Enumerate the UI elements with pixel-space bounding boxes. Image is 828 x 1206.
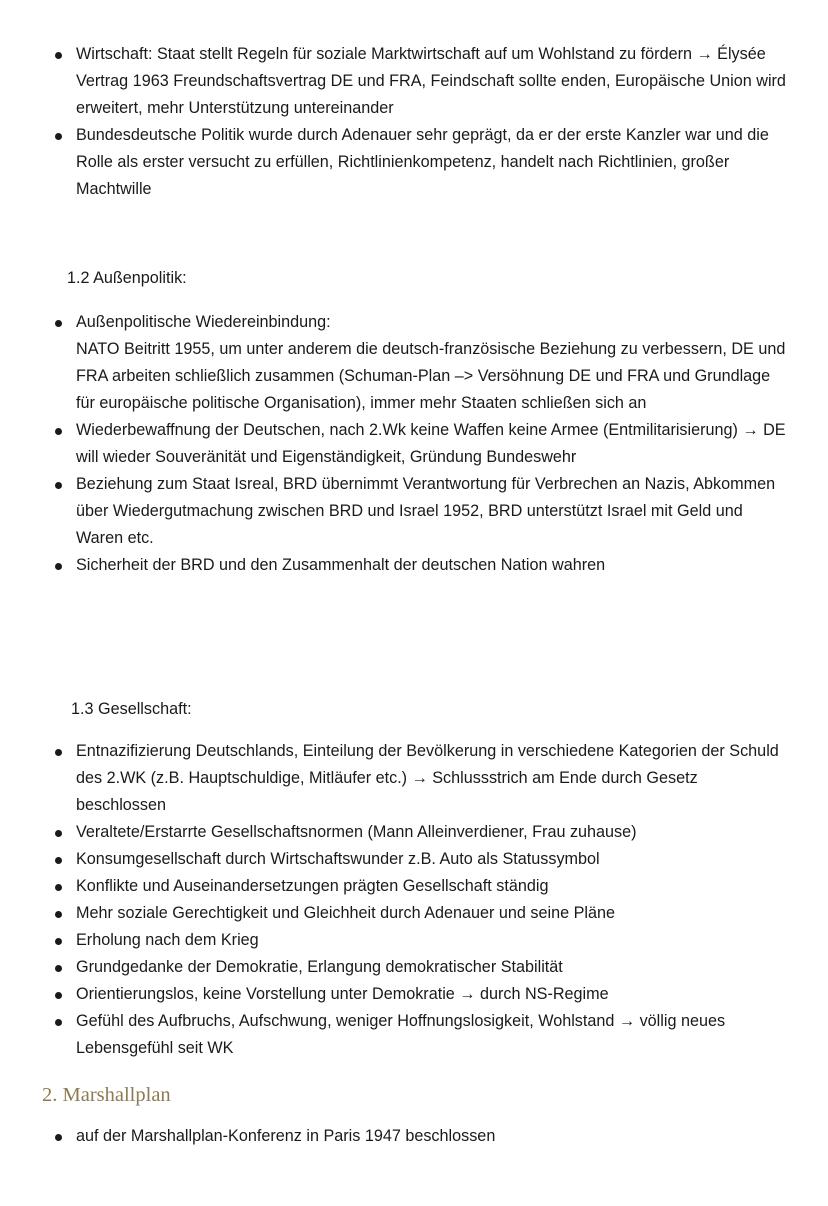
bullet-icon <box>55 563 62 570</box>
bullet-icon <box>55 884 62 891</box>
list-item-text: Außenpolitische Wiedereinbindung: NATO Beitritt 1955, um unter anderem die deutsch-französische Beziehung zu verbessern, DE und FRA arbeiten schließlich zusammen (Schuman-Plan –> Versöhnung DE und FRA und Grundlage für europäische politische Organisation), immer mehr Staaten schließen sich an <box>76 313 786 412</box>
bullet-icon <box>55 1134 62 1141</box>
gesellschaft-bullet-list <box>0 738 828 1062</box>
list-item-text: Grundgedanke der Demokratie, Erlangung demokratischer Stabilität <box>76 958 563 976</box>
list-item <box>0 927 828 954</box>
list-item <box>0 122 828 203</box>
intro-bullet-list <box>0 41 828 203</box>
bullet-icon <box>55 911 62 918</box>
list-item <box>0 981 828 1008</box>
list-item-text: Konflikte und Auseinandersetzungen prägten Gesellschaft ständig <box>76 877 549 895</box>
list-item <box>0 954 828 981</box>
bullet-icon <box>55 992 62 999</box>
subsection-heading-gesellschaft: 1.3 Gesellschaft: <box>71 700 192 718</box>
subsection-heading-aussenpolitik: 1.2 Außenpolitik: <box>67 269 187 287</box>
list-item-text: Sicherheit der BRD und den Zusammenhalt der deutschen Nation wahren <box>76 556 606 574</box>
bullet-icon <box>55 1019 62 1026</box>
list-item <box>0 738 828 819</box>
list-item-text: Orientierungslos, keine Vorstellung unter Demokratie → durch NS-Regime <box>76 985 609 1003</box>
list-item-text: Gefühl des Aufbruchs, Aufschwung, weniger Hoffnungslosigkeit, Wohlstand → völlig neues Lebensgefühl seit WK <box>76 1012 726 1057</box>
bullet-icon <box>55 133 62 140</box>
list-item <box>0 471 828 552</box>
bullet-icon <box>55 428 62 435</box>
list-item-text: auf der Marshallplan-Konferenz in Paris 1947 beschlossen <box>76 1127 496 1145</box>
list-item <box>0 873 828 900</box>
bullet-icon <box>55 749 62 756</box>
bullet-icon <box>55 857 62 864</box>
list-item-text: Wiederbewaffnung der Deutschen, nach 2.Wk keine Waffen keine Armee (Entmilitarisierung) → DE will wieder Souveränität und Eigenständigkeit, Gründung Bundeswehr <box>76 421 786 466</box>
bullet-icon <box>55 320 62 327</box>
list-item-text: Beziehung zum Staat Isreal, BRD übernimmt Verantwortung für Verbrechen an Nazis, Abkommen über Wiedergutmachung zwischen BRD und Israel 1952, BRD unterstützt Israel mit Geld und Waren etc. <box>76 475 776 547</box>
list-item <box>0 846 828 873</box>
list-item <box>0 1008 828 1062</box>
list-item-text: Konsumgesellschaft durch Wirtschaftswunder z.B. Auto als Statussymbol <box>76 850 600 868</box>
list-item <box>0 309 828 417</box>
section-heading-marshallplan: 2. Marshallplan <box>42 1084 171 1106</box>
list-item-text: Wirtschaft: Staat stellt Regeln für soziale Marktwirtschaft auf um Wohlstand zu fördern → Élysée Vertrag 1963 Freundschaftsvertrag DE und FRA, Feindschaft sollte enden, Europäische Union wird erweitert, mehr Unterstützung untereinander <box>76 45 786 117</box>
list-item <box>0 819 828 846</box>
aussenpolitik-bullet-list <box>0 309 828 579</box>
list-item-text: Entnazifizierung Deutschlands, Einteilung der Bevölkerung in verschiedene Kategorien der Schuld des 2.WK (z.B. Hauptschuldige, Mitläufer etc.) → Schlussstrich am Ende durch Gesetz beschlossen <box>76 742 779 814</box>
list-item <box>0 1123 828 1150</box>
list-item-text: Bundesdeutsche Politik wurde durch Adenauer sehr geprägt, da er der erste Kanzler war und die Rolle als erster versucht zu erfüllen, Richtlinienkompetenz, handelt nach Richtlinien, großer Machtwille <box>76 126 769 198</box>
list-item <box>0 552 828 579</box>
list-item <box>0 900 828 927</box>
bullet-icon <box>55 938 62 945</box>
bullet-icon <box>55 830 62 837</box>
marshallplan-bullet-list <box>0 1123 828 1150</box>
list-item <box>0 41 828 122</box>
bullet-icon <box>55 52 62 59</box>
bullet-icon <box>55 965 62 972</box>
list-item-text: Mehr soziale Gerechtigkeit und Gleichheit durch Adenauer und seine Pläne <box>76 904 616 922</box>
list-item-text: Veraltete/Erstarrte Gesellschaftsnormen (Mann Alleinverdiener, Frau zuhause) <box>76 823 637 841</box>
bullet-icon <box>55 482 62 489</box>
list-item <box>0 417 828 471</box>
list-item-text: Erholung nach dem Krieg <box>76 931 259 949</box>
